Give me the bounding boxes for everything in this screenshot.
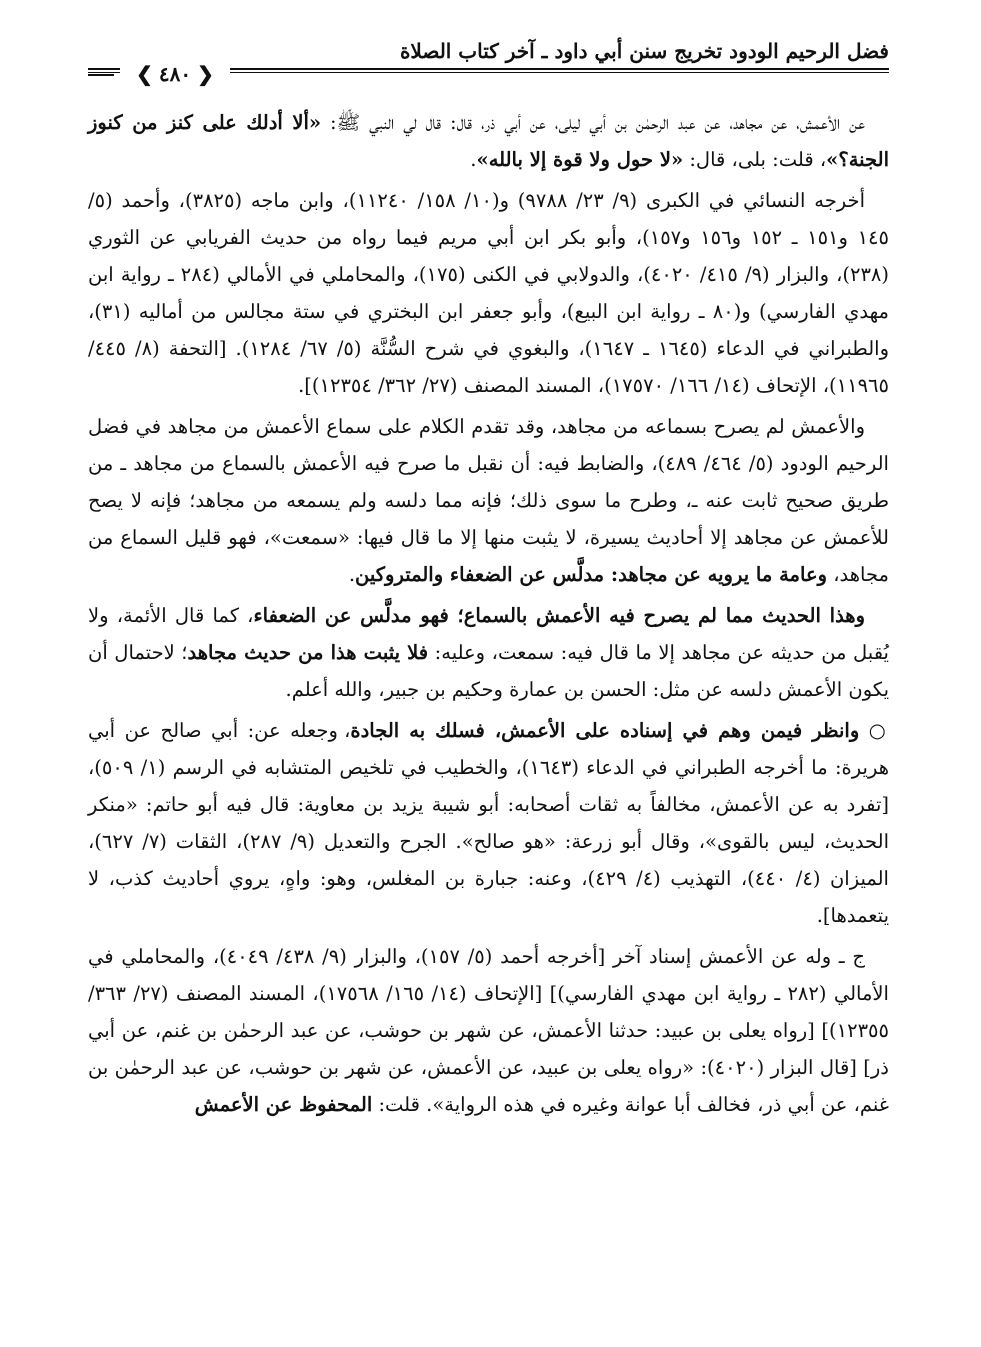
bold-run: المحفوظ عن الأعمش — [194, 1093, 373, 1116]
header-dash — [88, 74, 114, 76]
text-run: ؛ لاحتمال أن يكون الأعمش دلسه عن مثل: الحسن بن عمارة وحكيم بن جبير، والله أعلم. — [88, 641, 889, 701]
paragraph-other-isnad — [88, 938, 889, 1123]
text-run: ، وجعله عن: أبي صالح عن أبي هريرة: ما أخرجه الطبراني في الدعاء (١٦٤٣)، والخطيب في تلخيص المتشابه في الرسم (١/ ٥٠٩)، [تفرد به عن الأعمش، مخالفاً به ثقات أصحابه: أبو شيبة يزيد بن معاوية: قال فيه أبو حاتم: «منكر الحديث، ليس بالقوى»، وقال أبو زرعة: «هو صالح». الجرح والتعديل (٩/ ٢٨٧)، الثقات (٧/ ٦٢٧)، الميزان (٤/ ٤٤٠)، التهذيب (٤/ ٤٢٩)، وعنه: جبارة بن المغلس، وهو: واهٍ، يروي أحاديث كذب، لا يتعمدها]. — [88, 719, 889, 927]
page-number — [120, 60, 230, 90]
bold-run: «لا حول ولا قوة إلا بالله» — [476, 148, 684, 171]
text-run: . — [348, 563, 356, 586]
text-run: والأعمش لم يصرح بسماعه من مجاهد، وقد تقدم الكلام على سماع الأعمش من مجاهد في فضل الرحيم الودود (٥/ ٤٦٤/ ٤٨٩)، والضابط فيه: أن نقبل ما صرح فيه الأعمش بالسماع من مجاهد ـ من طريق صحيح ثابت عنه ـ، وطرح ما سوى ذلك؛ فإنه مما دلسه ولم يسمعه من مجاهد؛ فإنه لا يصح للأعمش عن مجاهد إلا أحاديث يسيرة، لا يثبت منها إلا ما قال فيها: «سمعت»، فهو قليل السماع من مجاهد، — [88, 415, 889, 586]
bold-run: وعامة ما يرويه عن مجاهد: مدلَّس عن الضعفاء والمتروكين — [355, 563, 827, 586]
text-run: ، قلت: بلى، قال: — [683, 148, 827, 171]
page-header — [88, 38, 889, 98]
text-run: . — [470, 148, 477, 171]
bracket-right-icon: ❯ — [197, 62, 214, 86]
bullet-circle-icon: ○ — [859, 719, 889, 742]
running-title: فضل الرحيم الودود تخريج سنن أبي داود ـ آخر كتاب الصلاة — [399, 39, 889, 63]
paragraph-ruling — [88, 597, 889, 708]
text-run: ج ـ وله عن الأعمش إسناد آخر [أخرجه أحمد (٥/ ١٥٧)، والبزار (٩/ ٤٣٨/ ٤٠٤٩)، والمحاملي في الأمالي (٢٨٢ ـ رواية ابن مهدي الفارسي)] [الإتحاف (١٤/ ١٦٥/ ١٧٥٦٨)، المسند المصنف (٢٧/ ٣٦٣/ ١٢٣٥٥)] [رواه يعلى بن عبيد: حدثنا الأعمش، عن شهر بن حوشب، عن عبد الرحمٰن بن غنم، عن أبي ذر] [قال البزار (٤٠٢٠): «رواه يعلى بن عبيد، عن الأعمش، عن شهر بن حوشب، عن عبد الرحمٰن بن غنم، عن أبي ذر، فخالف أبا عوانة وغيره في هذه الرواية». قلت: — [88, 945, 889, 1116]
page-body — [88, 104, 889, 1127]
paragraph-tadlis-note — [88, 408, 889, 593]
text-run: عن الأعمش، عن مجاهد، عن عبد الرحمٰن بن أبي ليلى، عن أبي ذر، قال: قال لي النبي ﷺ: — [321, 111, 865, 134]
paragraph-wahm — [88, 712, 889, 934]
bracket-left-icon: ❮ — [136, 62, 153, 86]
paragraph-takhrij: أخرجه النسائي في الكبرى (٩/ ٢٣/ ٩٧٨٨) و(١٠/ ١٥٨/ ١١٢٤٠)، وابن ماجه (٣٨٢٥)، وأحمد (٥/ ١٤٥ و١٥١ ـ ١٥٢ و١٥٦ و١٥٧)، وأبو بكر ابن أبي مريم فيما رواه من حديث الفريابي عن الثوري (٢٣٨)، والبزار (٩/ ٤١٥/ ٤٠٢٠)، والدولابي في الكنى (١٧٥)، والمحاملي في الأمالي (٢٨٤ ـ رواية ابن مهدي الفارسي) و(٨٠ ـ رواية ابن البيع)، وأبو جعفر ابن البختري في ستة مجالس من أماليه (٣١)، والطبراني في الدعاء (١٦٤٥ ـ ١٦٤٧)، والبغوي في شرح السُّنَّة (٥/ ٦٧/ ١٢٨٤). [التحفة (٨/ ٤٤٥/ ١١٩٦٥)، الإتحاف (١٤/ ١٦٦/ ١٧٥٧٠)، المسند المصنف (٢٧/ ٣٦٢/ ١٢٣٥٤)]. — [88, 189, 890, 397]
bold-run: وانظر فيمن وهم في إسناده على الأعمش، فسلك به الجادة — [350, 719, 860, 742]
bold-run: فلا يثبت هذا من حديث مجاهد — [187, 641, 429, 664]
text-run: ، كما قال الأئمة، ولا يُقبل من حديثه عن مجاهد إلا ما قال فيه: سمعت، وعليه: — [88, 604, 889, 664]
page-number-text: ٤٨٠ — [158, 62, 192, 86]
bold-run: «ألا أدلك على كنز من كنوز الجنة؟» — [88, 111, 889, 171]
bold-run: وهذا الحديث مما لم يصرح فيه الأعمش بالسماع؛ فهو مدلَّس عن الضعفاء — [253, 604, 865, 627]
paragraph-hadith-text — [88, 104, 889, 178]
